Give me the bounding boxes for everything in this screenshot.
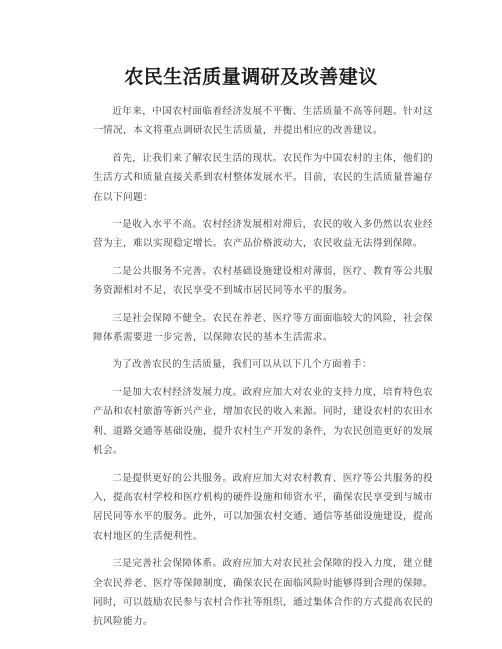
paragraph-suggestion-services: 二是提供更好的公共服务。政府应加大对农村教育、医疗等公共服务的投入，提高农村学校和医疗机构的硬件设施和师资水平，确保农民享受到与城市居民同等水平的服务。此外，可以加强农村交通、通信等基础设施建设，提高农村地区的生活便利性。 — [93, 472, 433, 542]
document-title: 农民生活质量调研及改善建议 — [124, 66, 378, 88]
paragraph-problem-income: 一是收入水平不高。农村经济发展相对滞后，农民的收入多仍然以农业经营为主，难以实现稳定增长。农产品价格波动大，农民收益无法得到保障。 — [93, 219, 433, 250]
paragraph-suggestion-economy: 一是加大农村经济发展力度。政府应加大对农业的支持力度，培育特色农产品和农村旅游等新兴产业，增加农民的收入来源。同时，建设农村的农田水利、道路交通等基础设施，提升农村生产开发的条件，为农民创造更好的发展机会。 — [93, 386, 433, 457]
paragraph-current-status: 首先，让我们来了解农民生活的现状。农民作为中国农村的主体，他们的生活方式和质量直接关系到农村整体发展水平。目前，农民的生活质量普遍存在以下问题： — [93, 152, 433, 203]
document-body — [93, 102, 433, 640]
paragraph-problem-security: 三是社会保障不健全。农民在养老、医疗等方面面临较大的风险，社会保障体系需要进一步完善，以保障农民的基本生活需求。 — [93, 312, 433, 344]
paragraph-intro: 近年来，中国农村面临着经济发展不平衡、生活质量不高等问题。针对这一情况，本文将重点调研农民生活质量，并提出相应的改善建议。 — [93, 106, 433, 137]
paragraph-suggestion-security: 三是完善社会保障体系。政府应加大对农民社会保障的投入力度，建立健全农民养老、医疗等保障制度，确保农民在面临风险时能够得到合理的保障。同时，可以鼓励农民参与农村合作社等组织，通过集体合作的方式提高农民的抗风险能力。 — [93, 558, 433, 628]
paragraph-suggestions-intro: 为了改善农民的生活质量，我们可以从以下几个方面着手： — [112, 359, 373, 371]
paragraph-problem-services: 二是公共服务不完善。农村基础设施建设相对薄弱，医疗、教育等公共服务资源相对不足，农民享受不到城市居民同等水平的服务。 — [93, 265, 433, 297]
